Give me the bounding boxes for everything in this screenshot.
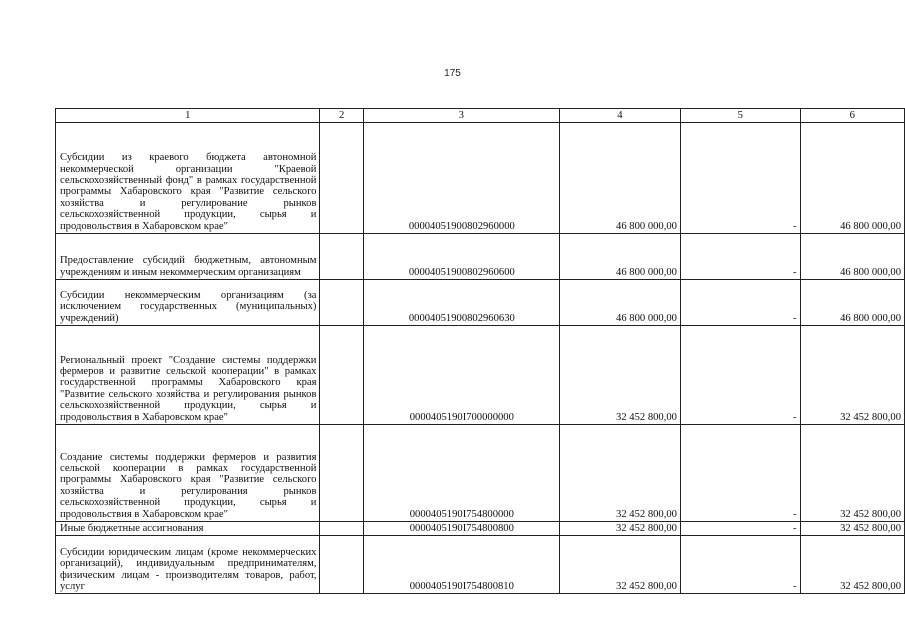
row-total: 32 452 800,00: [800, 326, 905, 425]
row-col2: [320, 522, 363, 536]
row-total: 32 452 800,00: [800, 425, 905, 522]
budget-table: [55, 108, 905, 594]
row-total: 46 800 000,00: [800, 123, 905, 234]
row-plan: 32 452 800,00: [559, 425, 680, 522]
row-change: -: [680, 280, 800, 326]
row-col2: [320, 280, 363, 326]
row-col2: [320, 234, 363, 280]
row-plan: 46 800 000,00: [559, 280, 680, 326]
row-code: 0000405190I754800800: [363, 522, 559, 536]
column-header: 4: [559, 109, 680, 123]
row-change: -: [680, 536, 800, 594]
row-description: Субсидии из краевого бюджета автономной некоммерческой организации "Краевой сельскохозяйственный фонд" в рамках государственной программы Хабаровского края "Развитие сельского хозяйства и регулирование рынков сельскохозяйственной продукции, сырья и продовольствия в Хабаровском крае": [56, 123, 320, 234]
row-code: 0000405190I754800810: [363, 536, 559, 594]
table-row: [56, 425, 905, 522]
page-number: 175: [444, 68, 461, 79]
row-total: 46 800 000,00: [800, 234, 905, 280]
row-change: -: [680, 425, 800, 522]
row-plan: 46 800 000,00: [559, 123, 680, 234]
row-col2: [320, 536, 363, 594]
row-plan: 32 452 800,00: [559, 522, 680, 536]
row-description: Субсидии некоммерческим организациям (за исключением государственных (муниципальных) учреждений): [56, 280, 320, 326]
row-code: 00004051900802960600: [363, 234, 559, 280]
row-code: 0000405190I754800000: [363, 425, 559, 522]
header-row: [56, 109, 905, 123]
table-row: [56, 123, 905, 234]
table-row: [56, 536, 905, 594]
row-description: Создание системы поддержки фермеров и развития сельской кооперации в рамках государственной программы Хабаровского края "Развитие сельского хозяйства и регулирования рынков сельскохозяйственной продукции, сырья и продовольствия в Хабаровском крае": [56, 425, 320, 522]
column-header: 1: [56, 109, 320, 123]
row-col2: [320, 326, 363, 425]
row-change: -: [680, 522, 800, 536]
row-change: -: [680, 234, 800, 280]
column-header: 5: [680, 109, 800, 123]
column-header: 2: [320, 109, 363, 123]
row-change: -: [680, 326, 800, 425]
row-total: 46 800 000,00: [800, 280, 905, 326]
row-code: 00004051900802960000: [363, 123, 559, 234]
row-col2: [320, 425, 363, 522]
row-description: Региональный проект "Создание системы поддержки фермеров и развитие сельской кооперации" в рамках государственной программы Хабаровского края "Развитие сельского хозяйства и регулирования рынков сельскохозяйственной продукции, сырья и продовольствия в Хабаровском крае": [56, 326, 320, 425]
column-header: 3: [363, 109, 559, 123]
row-plan: 32 452 800,00: [559, 326, 680, 425]
table-row: [56, 522, 905, 536]
row-total: 32 452 800,00: [800, 536, 905, 594]
row-description: Субсидии юридическим лицам (кроме некоммерческих организаций), индивидуальным предпринимателям, физическим лицам - производителям товаров, работ, услуг: [56, 536, 320, 594]
table-row: [56, 326, 905, 425]
row-plan: 46 800 000,00: [559, 234, 680, 280]
column-header: 6: [800, 109, 905, 123]
row-change: -: [680, 123, 800, 234]
table-row: [56, 280, 905, 326]
table-row: [56, 234, 905, 280]
row-code: 00004051900802960630: [363, 280, 559, 326]
row-description: Иные бюджетные ассигнования: [56, 522, 320, 536]
row-description: Предоставление субсидий бюджетным, автономным учреждениям и иным некоммерческим организациям: [56, 234, 320, 280]
row-total: 32 452 800,00: [800, 522, 905, 536]
row-code: 0000405190I700000000: [363, 326, 559, 425]
row-plan: 32 452 800,00: [559, 536, 680, 594]
row-col2: [320, 123, 363, 234]
